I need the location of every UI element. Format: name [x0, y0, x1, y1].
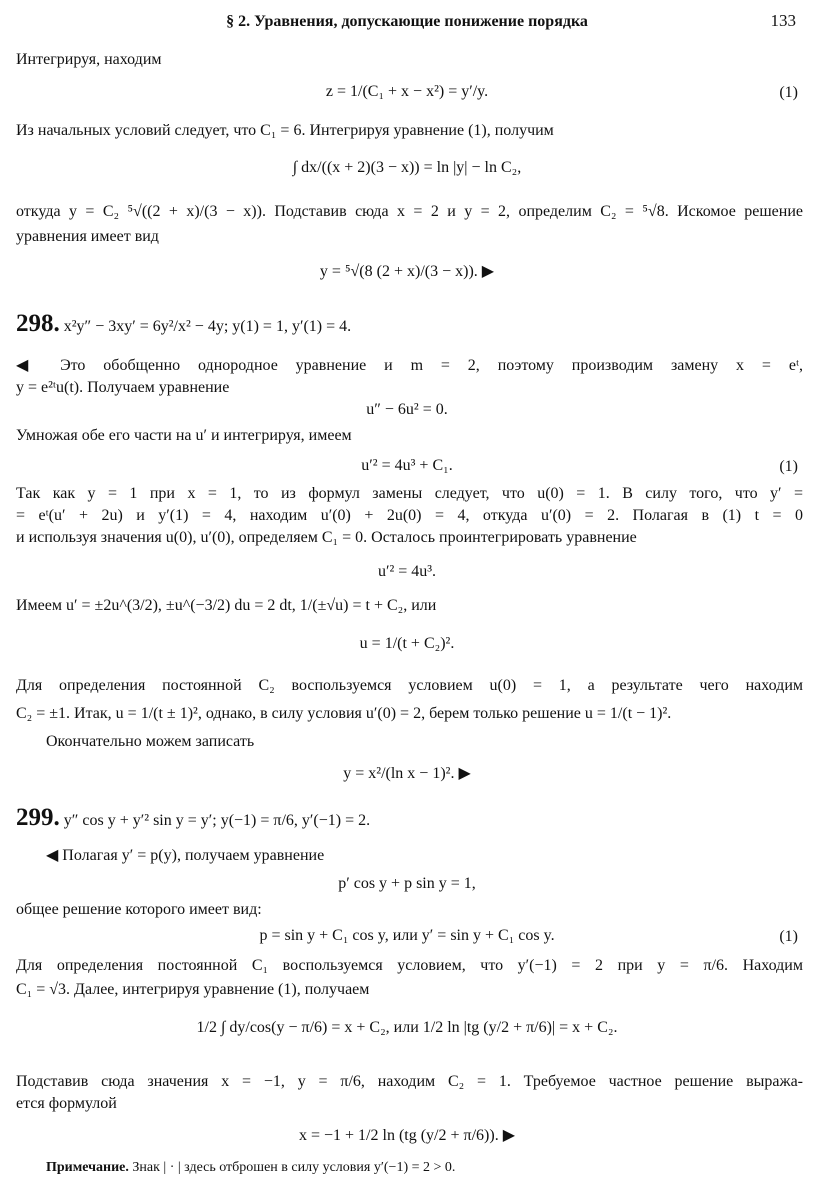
equation-number: (1)	[779, 458, 798, 475]
problem-298	[16, 310, 352, 337]
footnote	[46, 1158, 455, 1178]
equation: ∫ dx/((x + 2)(3 − x)) = ln |y| − ln C₂,	[292, 159, 522, 176]
equation: z = 1/(C₁ + x − x²) = y′/y.	[325, 83, 489, 100]
text-line: ◀ Это обобщенно однородное уравнение и m = 2, поэтому производим замену x = eᵗ,	[16, 357, 803, 374]
text-line: ется формулой	[16, 1095, 117, 1112]
text-line: Имеем u′ = ±2u^(3/2), ±u^(−3/2) du = 2 dt, 1/(±√u) = t + C₂, или	[16, 597, 437, 614]
equation: u″ − 6u² = 0.	[366, 401, 448, 418]
text-line: ◀ Полагая y′ = p(y), получаем уравнение	[46, 847, 325, 864]
text-line: Из начальных условий следует, что C₁ = 6. Интегрируя уравнение (1), получим	[16, 122, 554, 139]
problem-equation: x²y″ − 3xy′ = 6y²/x² − 4y; y(1) = 1, y′(1) = 4.	[63, 318, 352, 335]
text-line: y = e²ᵗu(t). Получаем уравнение	[16, 379, 230, 396]
problem-number: 298.	[16, 310, 60, 337]
text-line: C₁ = √3. Далее, интегрируя уравнение (1), получаем	[16, 981, 370, 998]
text-line: и используя значения u(0), u′(0), определяем C₁ = 0. Осталось проинтегрировать уравнение	[16, 529, 637, 546]
text-line: = eᵗ(u′ + 2u) и y′(1) = 4, находим u′(0) + 2u(0) = 4, откуда u′(0) = 2. Полагая в (1) t = 0	[16, 507, 804, 524]
equation: p′ cos y + p sin y = 1,	[338, 875, 476, 892]
text-line: Интегрируя, находим	[16, 51, 162, 68]
text-line: Умножая обе его части на u′ и интегрируя, имеем	[16, 427, 352, 444]
text-line: общее решение которого имеет вид:	[16, 901, 262, 918]
text-line: C₂ = ±1. Итак, u = 1/(t ± 1)², однако, в силу условия u′(0) = 2, берем только решение u = 1/(t − 1)².	[16, 705, 672, 722]
text-line: Так как y = 1 при x = 1, то из формул замены следует, что u(0) = 1. В силу того, что y′ =	[16, 485, 803, 502]
text-line: уравнения имеет вид	[16, 228, 159, 245]
equation: u′² = 4u³ + C₁.	[361, 457, 453, 474]
equation-number: (1)	[779, 84, 798, 101]
text-line: Окончательно можем записать	[46, 733, 255, 750]
text-line: Для определения постоянной C₂ воспользуемся условием u(0) = 1, а результате чего находим	[16, 677, 803, 694]
equation: 1/2 ∫ dy/cos(y − π/6) = x + C₂, или 1/2 ln |tg (y/2 + π/6)| = x + C₂.	[196, 1019, 618, 1036]
note-text: Знак | · | здесь отброшен в силу условия y′(−1) = 2 > 0.	[132, 1160, 456, 1175]
equation: u = 1/(t + C₂)².	[359, 635, 455, 652]
equation-number: (1)	[779, 928, 798, 945]
running-header: § 2. Уравнения, допускающие понижение порядка	[226, 13, 588, 30]
equation: x = −1 + 1/2 ln (tg (y/2 + π/6)). ▶	[298, 1127, 515, 1144]
text-line: Подставив сюда значения x = −1, y = π/6, находим C₂ = 1. Требуемое частное решение выража-	[16, 1073, 803, 1090]
equation: u′² = 4u³.	[377, 563, 437, 580]
note-label: Примечание.	[46, 1160, 129, 1175]
equation: y = x²/(ln x − 1)². ▶	[343, 765, 471, 782]
equation: y = ⁵√(8 (2 + x)/(3 − x)). ▶	[319, 263, 495, 280]
equation: p = sin y + C₁ cos y, или y′ = sin y + C₁ cos y.	[259, 927, 555, 944]
text-line: Для определения постоянной C₁ воспользуемся условием, что y′(−1) = 2 при y = π/6. Находим	[16, 957, 803, 974]
problem-299	[16, 804, 371, 831]
text-line: откуда y = C₂ ⁵√((2 + x)/(3 − x)). Подставив сюда x = 2 и y = 2, определим C₂ = ⁵√8. Искомое решение	[16, 203, 803, 220]
problem-number: 299.	[16, 804, 60, 831]
page-number: 133	[770, 11, 796, 30]
problem-equation: y″ cos y + y′² sin y = y′; y(−1) = π/6, y′(−1) = 2.	[63, 812, 371, 829]
